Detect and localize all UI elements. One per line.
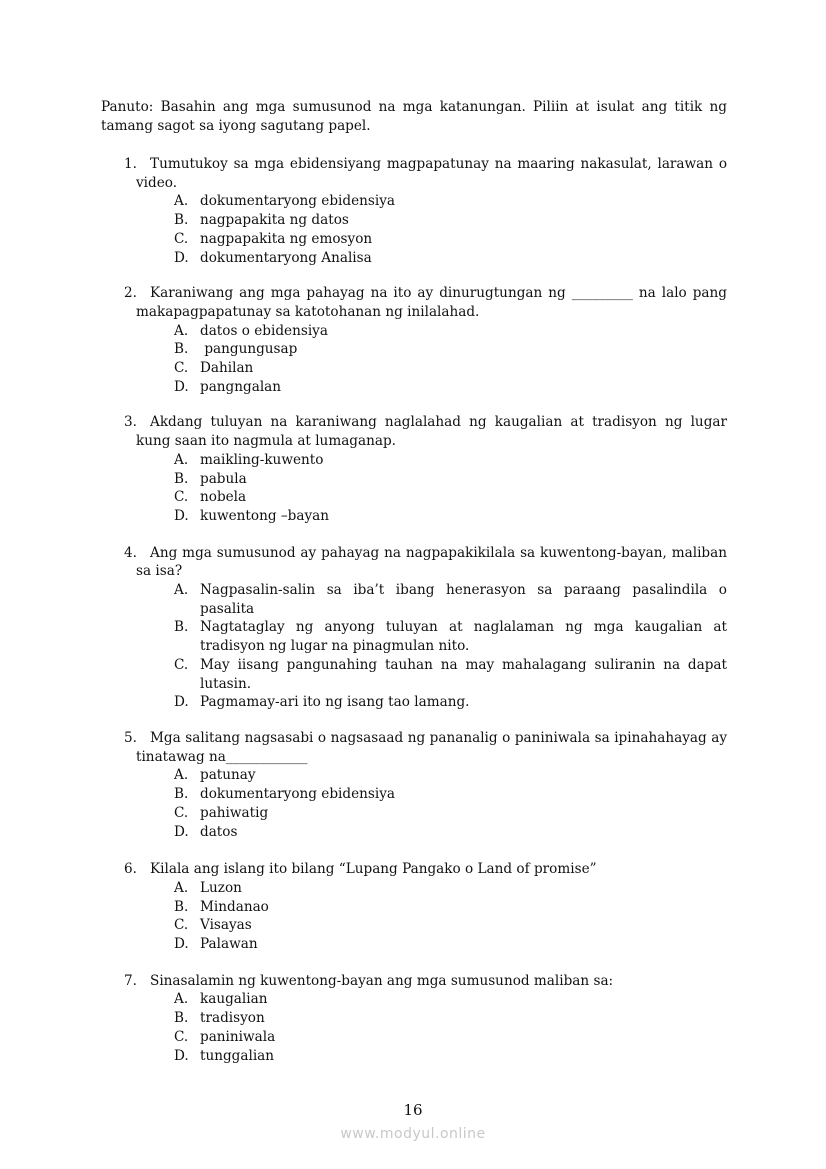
- answer-choice: [0, 804, 826, 823]
- question-text: Karaniwang ang mga pahayag na ito ay dinurugtungan ng _________ na lalo pang makapagpapatunay sa katotohanan ng inilalahad.: [136, 285, 727, 320]
- question-number: 4.: [124, 544, 137, 561]
- choice-list: [0, 879, 826, 954]
- choice-letter: A.: [174, 451, 189, 468]
- choice-text: Nagtataglay ng anyong tuluyan at naglalaman ng mga kaugalian at tradisyon ng lugar na pinagmulan nito.: [200, 619, 727, 655]
- choice-text: maikling-kuwento: [200, 451, 324, 468]
- choice-text: pangngalan: [200, 378, 282, 395]
- question-6: [0, 860, 826, 954]
- choice-text: datos o ebidensiya: [200, 322, 328, 339]
- choice-letter: B.: [174, 898, 189, 915]
- choice-text: Mindanao: [200, 898, 269, 915]
- answer-choice: [0, 1009, 826, 1028]
- answer-choice: [0, 935, 826, 954]
- choice-letter: A.: [174, 991, 189, 1008]
- choice-letter: D.: [174, 249, 189, 266]
- question-text: Sinasalamin ng kuwentong-bayan ang mga sumusunod maliban sa:: [150, 972, 614, 989]
- choice-text: nagpapakita ng datos: [200, 212, 349, 229]
- choice-text: Nagpasalin-salin sa iba’t ibang henerasyon sa paraang pasalindila o pasalita: [200, 582, 727, 617]
- choice-letter: B.: [174, 786, 189, 803]
- choice-letter: A.: [174, 193, 189, 210]
- choice-list: [0, 322, 826, 397]
- answer-choice: [0, 898, 826, 917]
- question-2: [0, 284, 826, 396]
- answer-choice: [0, 488, 826, 507]
- choice-letter: D.: [174, 823, 189, 840]
- answer-choice: [0, 823, 826, 842]
- choice-text: pahiwatig: [200, 804, 269, 821]
- answer-choice: [0, 192, 826, 211]
- choice-letter: D.: [174, 1047, 189, 1064]
- answer-choice: [0, 451, 826, 470]
- answer-choice: [0, 581, 826, 618]
- answer-choice: [0, 656, 826, 693]
- question-number: 1.: [124, 156, 137, 172]
- choice-letter: B.: [174, 1010, 189, 1027]
- watermark: www.modyul.online: [340, 1126, 486, 1142]
- directions: Panuto: Basahin ang mga sumusunod na mga katanungan. Piliin at isulat ang titik ng tamang sagot sa iyong sagutang papel.: [101, 99, 727, 134]
- answer-choice: [0, 693, 826, 712]
- choice-text: nagpapakita ng emosyon: [200, 230, 373, 247]
- choice-text: tradisyon: [200, 1010, 265, 1027]
- answer-choice: [0, 322, 826, 341]
- choice-text: datos: [200, 823, 238, 840]
- choice-letter: C.: [174, 230, 189, 247]
- choice-letter: D.: [174, 507, 189, 524]
- choice-text: pangungusap: [200, 341, 298, 358]
- choice-letter: D.: [174, 936, 189, 953]
- question-text: Kilala ang islang ito bilang “Lupang Pangako o Land of promise”: [150, 861, 597, 878]
- choice-list: [0, 192, 826, 267]
- question-number: 3.: [124, 414, 137, 431]
- choice-text: tunggalian: [200, 1047, 275, 1064]
- choice-list: [0, 581, 826, 712]
- question-number: 6.: [124, 861, 137, 878]
- choice-text: nobela: [200, 489, 247, 506]
- choice-letter: B.: [174, 212, 189, 229]
- question-list: [0, 155, 826, 1065]
- choice-list: [0, 990, 826, 1065]
- answer-choice: [0, 879, 826, 898]
- choice-text: Luzon: [200, 879, 242, 896]
- choice-text: dokumentaryong ebidensiya: [200, 786, 395, 803]
- question-5: [0, 729, 826, 841]
- answer-choice: [0, 916, 826, 935]
- choice-letter: C.: [174, 804, 189, 821]
- choice-letter: A.: [174, 322, 189, 339]
- question-4: [0, 544, 826, 712]
- choice-text: dokumentaryong Analisa: [200, 249, 372, 266]
- choice-letter: B.: [174, 341, 189, 358]
- answer-choice: [0, 378, 826, 397]
- choice-letter: C.: [174, 360, 189, 377]
- choice-text: Pagmamay-ari ito ng isang tao lamang.: [200, 694, 470, 711]
- answer-choice: [0, 1028, 826, 1047]
- answer-choice: [0, 470, 826, 489]
- question-1: [0, 155, 826, 267]
- answer-choice: [0, 990, 826, 1009]
- choice-letter: D.: [174, 378, 189, 395]
- choice-letter: C.: [174, 1028, 189, 1045]
- choice-text: Visayas: [200, 917, 252, 934]
- question-number: 7.: [124, 972, 137, 989]
- question-text: Mga salitang nagsasabi o nagsasaad ng pananalig o paniniwala sa ipinahahayag ay tinatawag na____________: [136, 729, 727, 765]
- choice-letter: C.: [174, 656, 189, 673]
- choice-text: dokumentaryong ebidensiya: [200, 193, 395, 210]
- answer-choice: [0, 359, 826, 378]
- choice-letter: A.: [174, 767, 189, 784]
- answer-choice: [0, 230, 826, 249]
- choice-text: paniniwala: [200, 1028, 276, 1045]
- page-number: 16: [403, 1101, 423, 1119]
- answer-choice: [0, 766, 826, 785]
- answer-choice: [0, 618, 826, 655]
- answer-choice: [0, 211, 826, 230]
- choice-text: Dahilan: [200, 360, 254, 377]
- question-text: Akdang tuluyan na karaniwang naglalahad ng kaugalian at tradisyon ng lugar kung saan ito nagmula at lumaganap.: [136, 414, 727, 450]
- choice-letter: D.: [174, 694, 189, 711]
- answer-choice: [0, 785, 826, 804]
- choice-text: patunay: [200, 767, 256, 784]
- choice-text: kuwentong –bayan: [200, 507, 329, 524]
- question-3: [0, 413, 826, 525]
- choice-text: pabula: [200, 470, 247, 487]
- question-text: Tumutukoy sa mga ebidensiyang magpapatunay na maaring nakasulat, larawan o video.: [136, 156, 727, 191]
- choice-text: kaugalian: [200, 991, 268, 1008]
- choice-letter: A.: [174, 879, 189, 896]
- question-7: [0, 972, 826, 1066]
- choice-list: [0, 451, 826, 526]
- question-number: 5.: [124, 729, 137, 746]
- choice-letter: B.: [174, 619, 189, 636]
- choice-letter: B.: [174, 470, 189, 487]
- choice-list: [0, 766, 826, 841]
- choice-text: Palawan: [200, 936, 258, 953]
- answer-choice: [0, 1047, 826, 1066]
- question-number: 2.: [124, 285, 137, 302]
- question-text: Ang mga sumusunod ay pahayag na nagpapakikilala sa kuwentong-bayan, maliban sa isa?: [136, 544, 727, 580]
- choice-letter: C.: [174, 489, 189, 506]
- answer-choice: [0, 249, 826, 268]
- choice-letter: A.: [174, 582, 189, 599]
- choice-letter: C.: [174, 917, 189, 934]
- answer-choice: [0, 340, 826, 359]
- answer-choice: [0, 507, 826, 526]
- choice-text: May iisang pangunahing tauhan na may mahalagang suliranin na dapat lutasin.: [200, 656, 727, 692]
